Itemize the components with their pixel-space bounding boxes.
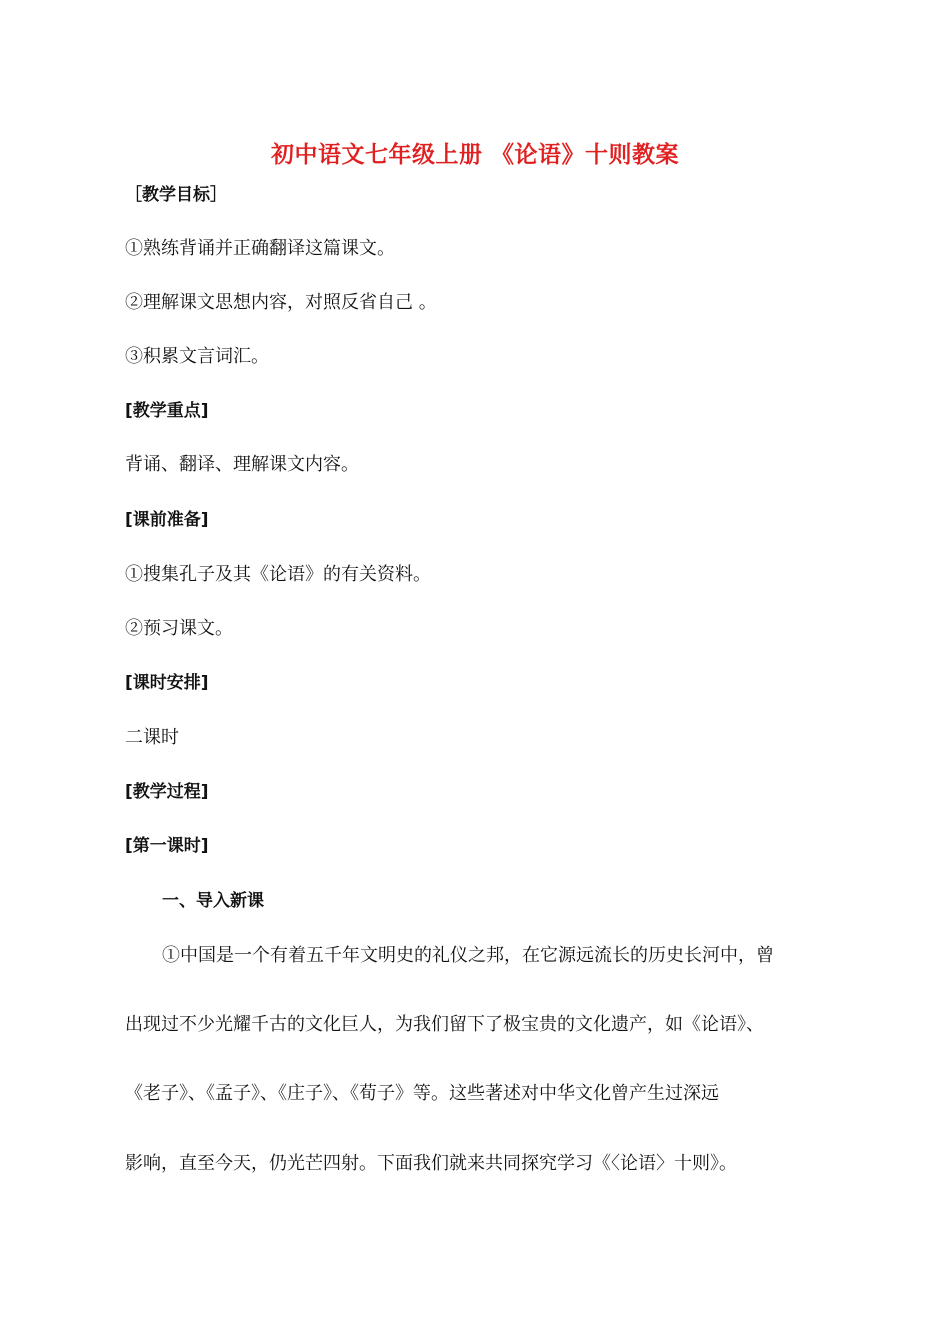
process-heading: [教学过程] [125,782,209,802]
first-lesson-heading: [第一课时] [125,836,209,856]
intro-paragraph-line-4: 影响，直至今天，仍光芒四射。下面我们就来共同探究学习《〈论语〉十则》。 [125,1153,737,1174]
intro-paragraph-line-2: 出现过不少光耀千古的文化巨人，为我们留下了极宝贵的文化遗产，如《论语》、 [125,1014,764,1035]
objective-item-3: ③积累文言词汇。 [125,346,269,367]
key-points-heading: [教学重点] [125,401,209,421]
schedule-heading: [课时安排] [125,673,209,693]
preparation-heading: [课前准备] [125,510,209,530]
objective-item-1: ①熟练背诵并正确翻译这篇课文。 [125,238,395,259]
key-points-text: 背诵、翻译、理解课文内容。 [125,454,359,475]
intro-paragraph-line-3: 《老子》、《孟子》、《庄子》、《荀子》等。这些著述对中华文化曾产生过深远 [125,1083,719,1104]
objective-item-2: ②理解课文思想内容，对照反省自己 。 [125,292,437,313]
schedule-text: 二课时 [125,727,179,748]
section-one-heading: 一、导入新课 [162,891,264,911]
preparation-item-2: ②预习课文。 [125,618,233,639]
intro-paragraph-line-1: ①中国是一个有着五千年文明史的礼仪之邦，在它源远流长的历史长河中，曾 [162,945,774,966]
objectives-heading: ［教学目标］ [125,185,227,205]
preparation-item-1: ①搜集孔子及其《论语》的有关资料。 [125,564,431,585]
document-title: 初中语文七年级上册 《论语》十则教案 [270,142,679,168]
